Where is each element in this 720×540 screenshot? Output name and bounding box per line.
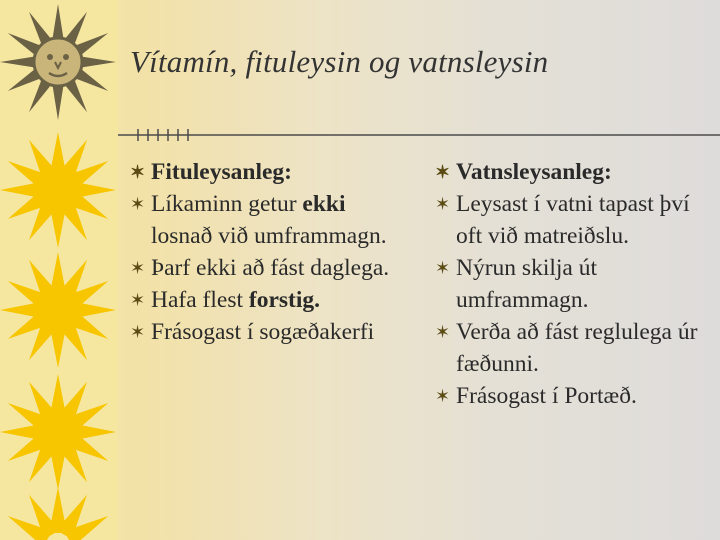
sun-face-icon	[0, 4, 116, 120]
item-bold-text: forstig.	[248, 287, 321, 313]
bullet-star-icon: ✶	[435, 258, 451, 278]
bullet-star-icon: ✶	[435, 162, 451, 182]
sunburst-icon	[0, 252, 116, 368]
item-text: Frásogast í Portæð.	[456, 383, 637, 409]
bullet-star-icon: ✶	[435, 386, 451, 406]
right-column-list	[435, 156, 720, 412]
left-column-heading	[130, 156, 400, 188]
left-heading-text: Fituleysanleg:	[151, 159, 292, 185]
item-text: Þarf ekki að fást daglega.	[151, 255, 390, 281]
item-text: Hafa flest	[151, 287, 249, 313]
bullet-star-icon: ✶	[130, 162, 146, 182]
item-text: Líkaminn getur	[151, 191, 303, 217]
bullet-star-icon: ✶	[130, 258, 146, 278]
sunburst-icon	[0, 132, 116, 248]
list-item	[130, 284, 400, 316]
bullet-star-icon: ✶	[435, 194, 451, 214]
slide-title: Vítamín, fituleysin og vatnsleysin	[130, 44, 549, 79]
item-text: Verða að fást reglulega úr fæðunni.	[456, 319, 698, 377]
list-item	[435, 252, 720, 316]
item-text: Frásogast í sogæðakerfi	[151, 319, 375, 345]
item-text: losnað við umframmagn.	[151, 223, 387, 249]
list-item	[130, 188, 400, 252]
right-column-heading	[435, 156, 720, 188]
item-text: Leysast í vatni tapast því oft við matreiðslu.	[456, 191, 690, 249]
item-text: Nýrun skilja út umframmagn.	[456, 255, 597, 313]
title-divider	[118, 128, 720, 142]
list-item	[130, 252, 400, 284]
sun-decorations	[0, 0, 118, 540]
right-heading-text: Vatnsleysanleg:	[456, 159, 612, 185]
list-item	[435, 380, 720, 412]
item-bold-text: ekki	[302, 191, 346, 217]
sunburst-icon	[0, 374, 116, 490]
bullet-star-icon: ✶	[130, 194, 146, 214]
list-item	[435, 188, 720, 252]
bullet-star-icon: ✶	[130, 322, 146, 342]
list-item	[435, 316, 720, 380]
sunburst-icon	[3, 487, 112, 540]
left-column-list	[130, 156, 400, 348]
list-item	[130, 316, 400, 348]
bullet-star-icon: ✶	[435, 322, 451, 342]
bullet-star-icon: ✶	[130, 290, 146, 310]
decorative-sidebar	[0, 0, 118, 540]
